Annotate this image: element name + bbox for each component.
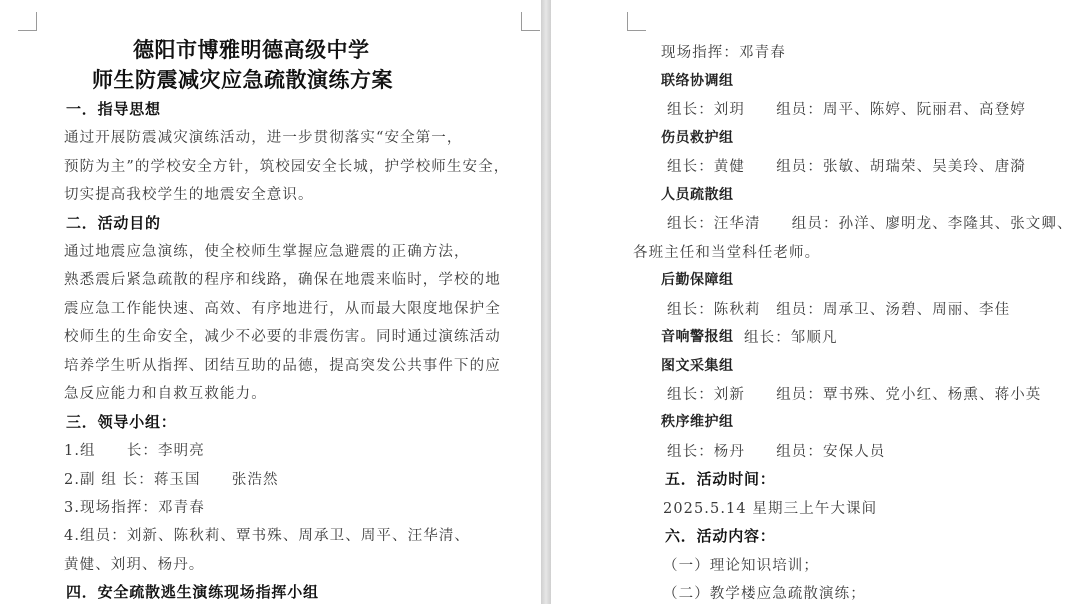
crop-mark-top-right (521, 12, 540, 31)
crop-mark-top-left (627, 12, 646, 31)
paragraph-line: 急反应能力和自救互救能力。 (64, 386, 267, 402)
group-members: 组长：黄健 组员：张敏、胡瑞荣、吴美玲、唐漪 (667, 159, 1026, 175)
content-item: （一）理论知识培训； (663, 558, 819, 574)
field-commander-line: 现场指挥：邓青春 (661, 45, 786, 61)
group-members: 组长：邹顺凡 (744, 330, 838, 346)
activity-time: 2025.5.14 星期三上午大课间 (663, 501, 878, 517)
paragraph-line: 震应急工作能快速、高效、有序地进行，从而最大限度地保护全 (64, 301, 501, 317)
paragraph-line: 切实提高我校学生的地震安全意识。 (64, 187, 314, 203)
paragraph-line: 校师生的生命安全，减少不必要的非震伤害。同时通过演练活动 (64, 329, 501, 345)
group-title-media: 图文采集组 (661, 358, 734, 374)
page-gap (541, 0, 551, 604)
leader-line: 3.现场指挥：邓青春 (64, 500, 205, 516)
section-heading-time: 五．活动时间： (665, 470, 776, 488)
paragraph-line: 预防为主”的学校安全方针，筑校园安全长城，护学校师生安全， (64, 159, 510, 175)
section-heading-purpose: 二．活动目的 (66, 214, 161, 232)
leader-line: 4.组员：刘新、陈秋莉、覃书殊、周承卫、周平、汪华清、 (64, 528, 471, 544)
paragraph-line: 熟悉震后紧急疏散的程序和线路，确保在地震来临时，学校的地 (64, 272, 501, 288)
crop-mark-top-left (18, 12, 37, 31)
group-members: 组长：刘新 组员：覃书殊、党小红、杨熏、蒋小英 (667, 387, 1042, 403)
group-title-liaison: 联络协调组 (661, 73, 734, 89)
group-members: 组长：杨丹 组员：安保人员 (667, 444, 886, 460)
group-members-continued: 各班主任和当堂科任老师。 (633, 245, 821, 261)
leader-line: 1.组 长：李明亮 (64, 443, 205, 459)
section-heading-guiding-thought: 一．指导思想 (66, 100, 161, 118)
group-title-first-aid: 伤员救护组 (661, 130, 734, 146)
group-title-alarm: 音响警报组 (661, 329, 734, 345)
paragraph-line: 通过开展防震减灾演练活动，进一步贯彻落实“安全第一， (64, 130, 463, 146)
document-title-line2: 师生防震减灾应急疏散演练方案 (92, 67, 393, 92)
paragraph-line: 培养学生听从指挥、团结互助的品德，提高突发公共事件下的应 (64, 358, 501, 374)
group-members: 组长：陈秋莉 组员：周承卫、汤碧、周丽、李佳 (667, 302, 1011, 318)
group-title-order: 秩序维护组 (661, 414, 734, 430)
document-page-right (551, 0, 1080, 604)
paragraph-line: 通过地震应急演练，使全校师生掌握应急避震的正确方法， (64, 244, 470, 260)
group-title-evacuation: 人员疏散组 (661, 187, 734, 203)
section-heading-evacuation-command: 四．安全疏散逃生演练现场指挥小组 (66, 583, 319, 601)
content-item: （二）教学楼应急疏散演练； (663, 586, 866, 602)
document-title-line1: 德阳市博雅明德高级中学 (133, 37, 370, 62)
section-heading-leadership-group: 三．领导小组： (66, 413, 177, 431)
leader-line: 黄健、刘玥、杨丹。 (64, 557, 205, 573)
group-title-logistics: 后勤保障组 (661, 272, 734, 288)
section-heading-content: 六．活动内容： (665, 527, 776, 545)
leader-line: 2.副 组 长：蒋玉国 张浩然 (64, 472, 279, 488)
group-members: 组长：汪华清 组员：孙洋、廖明龙、李隆其、张文卿、 (667, 216, 1073, 232)
group-members: 组长：刘玥 组员：周平、陈婷、阮丽君、高登婷 (667, 102, 1026, 118)
